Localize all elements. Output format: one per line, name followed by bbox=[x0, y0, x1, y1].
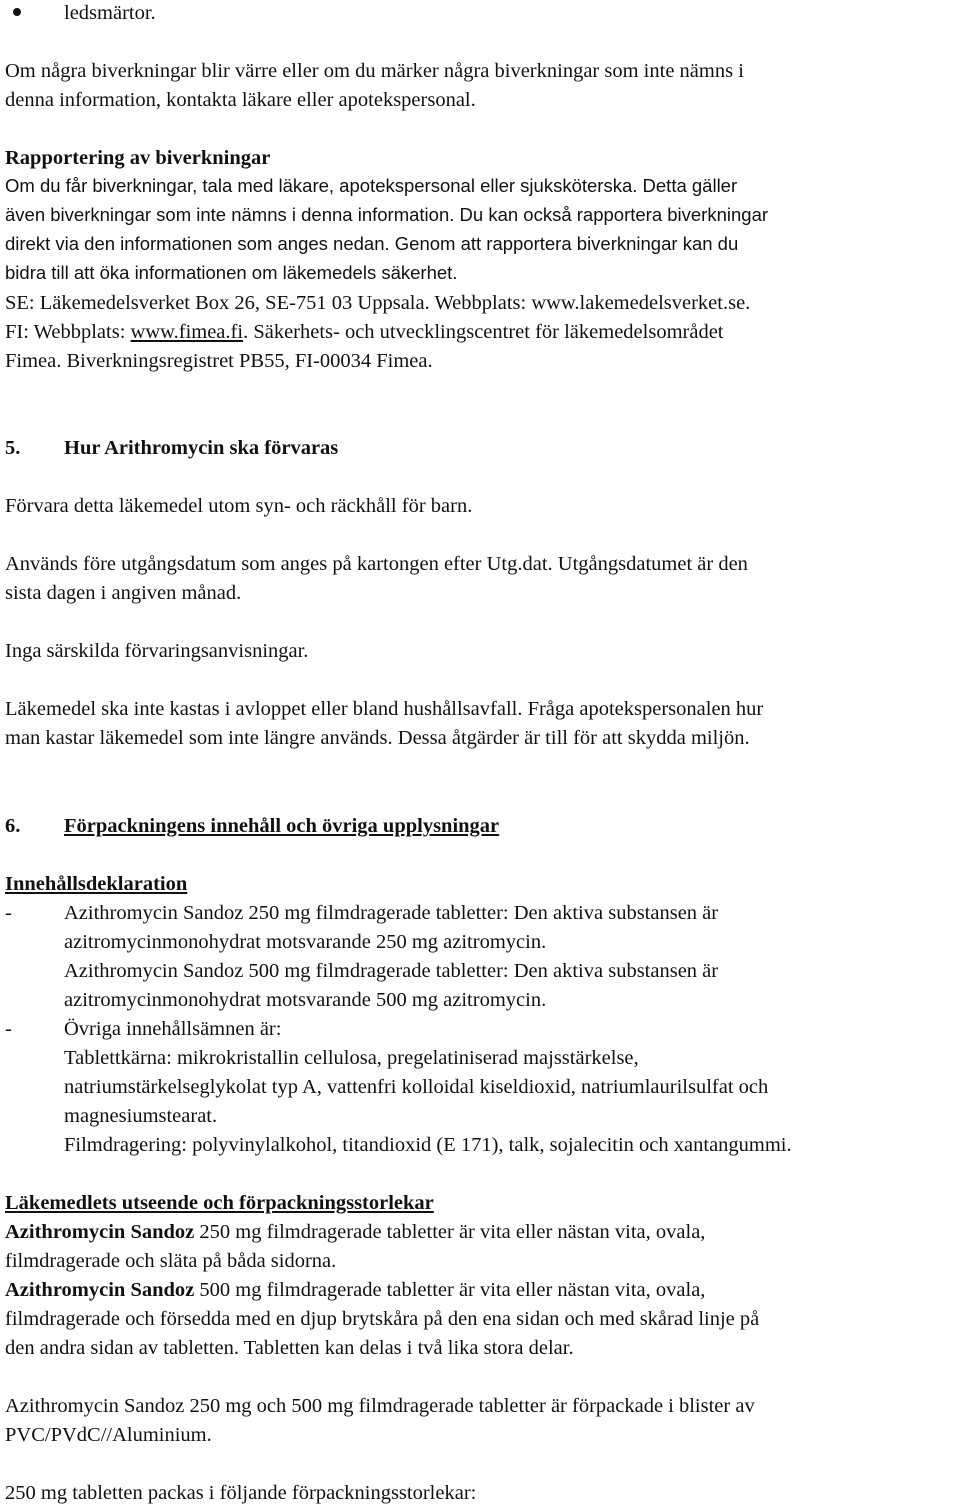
list-item-line: natriumstärkelseglykolat typ A, vattenfri kolloidal kiseldioxid, natriumlaurilsulfat och bbox=[64, 1076, 769, 1098]
paragraph-line: 250 mg tabletten packas i följande förpackningsstorlekar: bbox=[5, 1482, 477, 1504]
section-6-number: 6. bbox=[5, 815, 21, 837]
list-item-line: azitromycinmonohydrat motsvarande 500 mg azitromycin. bbox=[64, 989, 547, 1011]
section-5-title: Hur Arithromycin ska förvaras bbox=[64, 437, 339, 459]
section-6-title: Förpackningens innehåll och övriga upplysningar bbox=[64, 815, 500, 837]
paragraph-line: Om några biverkningar blir värre eller om du märker några biverkningar som inte nämns i bbox=[5, 60, 744, 82]
paragraph-line: direkt via den informationen som anges nedan. Genom att rapportera biverkningar kan du bbox=[5, 233, 739, 254]
section-5-number: 5. bbox=[5, 437, 21, 459]
paragraph-line: Fimea. Biverkningsregistret PB55, FI-00034 Fimea. bbox=[5, 350, 433, 372]
paragraph-line: Om du får biverkningar, tala med läkare, apotekspersonal eller sjuksköterska. Detta gäller bbox=[5, 175, 738, 196]
bullet-icon bbox=[13, 8, 21, 16]
paragraph-line: Inga särskilda förvaringsanvisningar. bbox=[5, 640, 309, 662]
list-item-line: Tablettkärna: mikrokristallin cellulosa, pregelatiniserad majsstärkelse, bbox=[64, 1047, 639, 1069]
fi-suffix: . Säkerhets- och utvecklingscentret för läkemedelsområdet bbox=[243, 321, 724, 343]
paragraph-line: Läkemedel ska inte kastas i avloppet eller bland hushållsavfall. Fråga apotekspersonalen hur bbox=[5, 698, 764, 720]
list-item-line: Azithromycin Sandoz 500 mg filmdragerade tabletter: Den aktiva substansen är bbox=[64, 960, 719, 982]
paragraph-line: filmdragerade och släta på båda sidorna. bbox=[5, 1250, 337, 1272]
paragraph-line: sista dagen i angiven månad. bbox=[5, 582, 242, 604]
paragraph-line: Används före utgångsdatum som anges på kartongen efter Utg.dat. Utgångsdatumet är den bbox=[5, 553, 748, 575]
list-item-line: azitromycinmonohydrat motsvarande 250 mg azitromycin. bbox=[64, 931, 547, 953]
paragraph-line: Azithromycin Sandoz 250 mg och 500 mg filmdragerade tabletter är förpackade i blister av bbox=[5, 1395, 755, 1417]
paragraph-line: Förvara detta läkemedel utom syn- och räckhåll för barn. bbox=[5, 495, 473, 517]
paragraph-line: filmdragerade och försedda med en djup brytskåra på den ena sidan och med skårad linje på bbox=[5, 1308, 760, 1330]
reporting-heading: Rapportering av biverkningar bbox=[5, 147, 271, 169]
list-item-line: Övriga innehållsämnen är: bbox=[64, 1018, 282, 1040]
paragraph-line: SE: Läkemedelsverket Box 26, SE-751 03 Uppsala. Webbplats: www.lakemedelsverket.se. bbox=[5, 292, 751, 314]
appearance-heading: Läkemedlets utseende och förpackningsstorlekar bbox=[5, 1192, 434, 1214]
line-text: 500 mg filmdragerade tabletter är vita eller nästan vita, ovala, bbox=[194, 1279, 706, 1301]
paragraph-line bbox=[5, 322, 724, 343]
list-item-line: magnesiumstearat. bbox=[64, 1105, 218, 1127]
declaration-heading: Innehållsdeklaration bbox=[5, 873, 188, 895]
product-name: Azithromycin Sandoz bbox=[5, 1279, 195, 1301]
list-dash: - bbox=[5, 902, 12, 924]
product-name: Azithromycin Sandoz bbox=[5, 1221, 195, 1243]
list-dash: - bbox=[5, 1018, 12, 1040]
line-text: 250 mg filmdragerade tabletter är vita eller nästan vita, ovala, bbox=[194, 1221, 706, 1243]
paragraph-line: även biverkningar som inte nämns i denna information. Du kan också rapportera biverkningar bbox=[5, 204, 769, 225]
paragraph-line: bidra till att öka informationen om läkemedels säkerhet. bbox=[5, 262, 458, 283]
bullet-text: ledsmärtor. bbox=[64, 2, 156, 24]
paragraph-line bbox=[5, 1280, 705, 1301]
fi-prefix: FI: Webbplats: bbox=[5, 321, 131, 343]
paragraph-line bbox=[5, 1222, 705, 1243]
paragraph-line: man kastar läkemedel som inte längre används. Dessa åtgärder är till för att skydda miljön. bbox=[5, 727, 750, 749]
paragraph-line: denna information, kontakta läkare eller apotekspersonal. bbox=[5, 89, 476, 111]
list-item-line: Filmdragering: polyvinylalkohol, titandioxid (E 171), talk, sojalecitin och xantangummi. bbox=[64, 1134, 792, 1156]
fimea-link[interactable]: www.fimea.fi bbox=[130, 321, 244, 343]
paragraph-line: den andra sidan av tabletten. Tabletten kan delas i två lika stora delar. bbox=[5, 1337, 574, 1359]
list-item-line: Azithromycin Sandoz 250 mg filmdragerade tabletter: Den aktiva substansen är bbox=[64, 902, 719, 924]
paragraph-line: PVC/PVdC//Aluminium. bbox=[5, 1424, 212, 1446]
